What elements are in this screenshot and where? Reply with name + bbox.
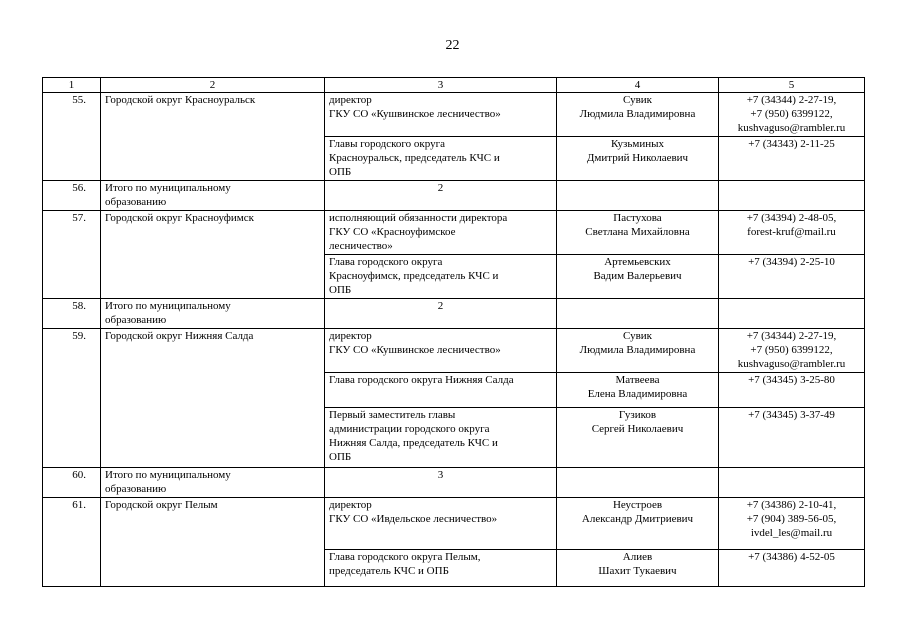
total-cell: 2 xyxy=(325,299,557,329)
total-cell: 2 xyxy=(325,181,557,211)
phone-cell: +7 (34345) 3-25-80 xyxy=(719,373,865,408)
contacts-table xyxy=(42,77,865,587)
empty-cell xyxy=(719,299,865,329)
header-cell: 2 xyxy=(101,78,325,93)
row-number: 58. xyxy=(43,299,101,329)
total-cell: 3 xyxy=(325,468,557,498)
municipality-cell: Итого по муниципальному образованию xyxy=(101,299,325,329)
header-cell: 3 xyxy=(325,78,557,93)
header-cell: 5 xyxy=(719,78,865,93)
table-row xyxy=(43,299,865,329)
phone-cell: +7 (34386) 2-10-41, +7 (904) 389-56-05, ivdel_les@mail.ru xyxy=(719,498,865,550)
person-cell: Гузиков Сергей Николаевич xyxy=(557,408,719,468)
row-number: 60. xyxy=(43,468,101,498)
municipality-cell: Городской округ Красноуфимск xyxy=(101,211,325,299)
person-cell: Матвеева Елена Владимировна xyxy=(557,373,719,408)
municipality-cell: Итого по муниципальному образованию xyxy=(101,181,325,211)
person-cell: Неустроев Александр Дмитриевич xyxy=(557,498,719,550)
person-cell: Кузьминых Дмитрий Николаевич xyxy=(557,137,719,181)
position-cell: Главы городского округа Красноуральск, председатель КЧС и ОПБ xyxy=(325,137,557,181)
empty-cell xyxy=(557,181,719,211)
person-cell: Артемьевских Вадим Валерьевич xyxy=(557,255,719,299)
person-cell: Сувик Людмила Владимировна xyxy=(557,329,719,373)
phone-cell: +7 (34343) 2-11-25 xyxy=(719,137,865,181)
phone-cell: +7 (34344) 2-27-19, +7 (950) 6399122, kushvaguso@rambler.ru xyxy=(719,329,865,373)
person-cell: Пастухова Светлана Михайловна xyxy=(557,211,719,255)
empty-cell xyxy=(719,181,865,211)
table-row xyxy=(43,181,865,211)
table-header-row xyxy=(43,78,865,93)
municipality-cell: Итого по муниципальному образованию xyxy=(101,468,325,498)
position-cell: Первый заместитель главы администрации городского округа Нижняя Салда, председатель КЧС и ОПБ xyxy=(325,408,557,468)
municipality-cell: Городской округ Красноуральск xyxy=(101,93,325,181)
position-cell: Глава городского округа Пелым, председатель КЧС и ОПБ xyxy=(325,550,557,587)
position-cell: директор ГКУ СО «Ивдельское лесничество» xyxy=(325,498,557,550)
row-number: 56. xyxy=(43,181,101,211)
position-cell: исполняющий обязанности директора ГКУ СО «Красноуфимское лесничество» xyxy=(325,211,557,255)
phone-cell: +7 (34394) 2-25-10 xyxy=(719,255,865,299)
row-number: 61. xyxy=(43,498,101,587)
row-number: 59. xyxy=(43,329,101,468)
municipality-cell: Городской округ Нижняя Салда xyxy=(101,329,325,468)
header-cell: 4 xyxy=(557,78,719,93)
phone-cell: +7 (34386) 4-52-05 xyxy=(719,550,865,587)
table-row xyxy=(43,93,865,137)
table-row xyxy=(43,329,865,373)
municipality-cell: Городской округ Пелым xyxy=(101,498,325,587)
row-number: 57. xyxy=(43,211,101,299)
table-row xyxy=(43,211,865,255)
position-cell: директор ГКУ СО «Кушвинское лесничество» xyxy=(325,93,557,137)
phone-cell: +7 (34394) 2-48-05, forest-kruf@mail.ru xyxy=(719,211,865,255)
position-cell: Глава городского округа Красноуфимск, председатель КЧС и ОПБ xyxy=(325,255,557,299)
person-cell: Алиев Шахит Тукаевич xyxy=(557,550,719,587)
empty-cell xyxy=(557,468,719,498)
table-row xyxy=(43,498,865,550)
row-number: 55. xyxy=(43,93,101,181)
position-cell: директор ГКУ СО «Кушвинское лесничество» xyxy=(325,329,557,373)
phone-cell: +7 (34345) 3-37-49 xyxy=(719,408,865,468)
position-cell: Глава городского округа Нижняя Салда xyxy=(325,373,557,408)
phone-cell: +7 (34344) 2-27-19, +7 (950) 6399122, kushvaguso@rambler.ru xyxy=(719,93,865,137)
person-cell: Сувик Людмила Владимировна xyxy=(557,93,719,137)
empty-cell xyxy=(557,299,719,329)
header-cell: 1 xyxy=(43,78,101,93)
empty-cell xyxy=(719,468,865,498)
page-number: 22 xyxy=(445,38,460,53)
table-row xyxy=(43,468,865,498)
